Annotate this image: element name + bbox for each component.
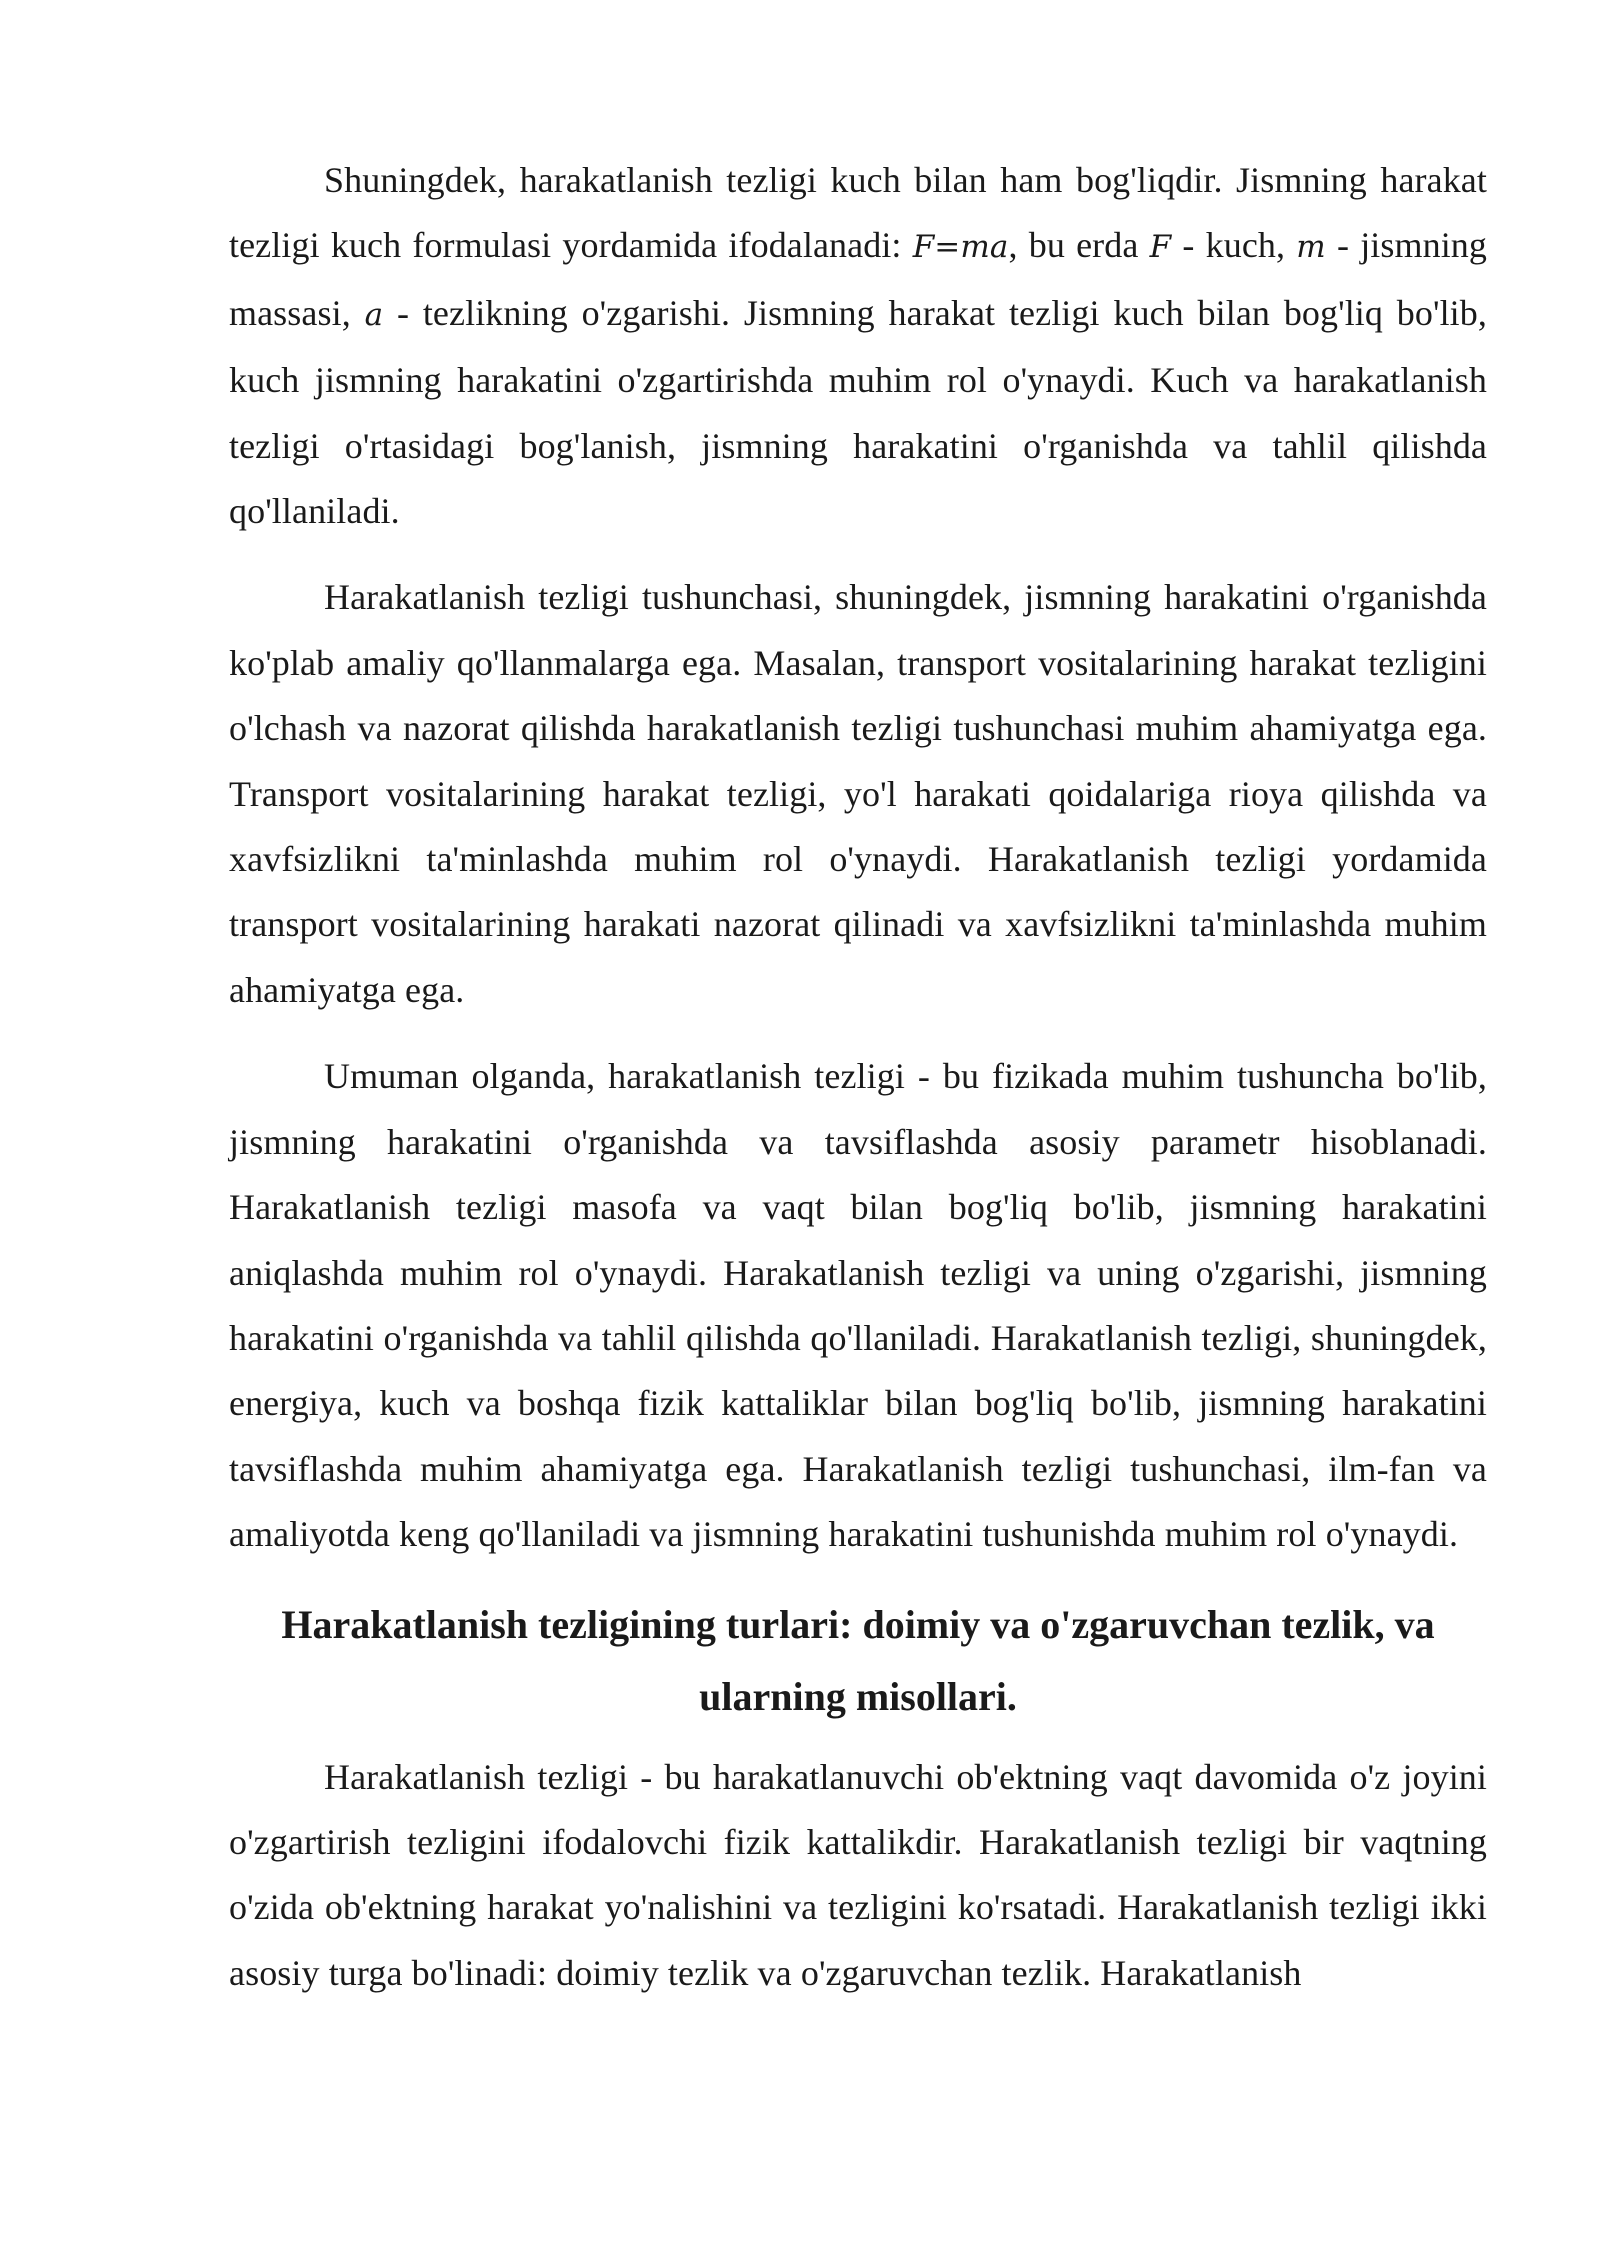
symbol-f: F (1149, 229, 1172, 266)
paragraph-force-relation (229, 148, 1487, 544)
paragraph-text: - jismning massasi, (229, 225, 1488, 333)
paragraph-velocity-types: Harakatlanish tezligi - bu harakatlanuvchi ob'ektning vaqt davomida o'z joyini o'zgartirish tezligini ifodalovchi fizik kattalikdir. Harakatlanish tezligi bir vaqtning o'zida ob'ektning harakat yo'nalishini va tezligini ko'rsatadi. Harakatlanish tezligi ikki asosiy turga bo'linadi: doimiy tezlik va o'zgaruvchan tezlik. Harakatlanish (229, 1756, 1487, 1993)
paragraph-text: , bu erda (1008, 225, 1150, 266)
document-body (229, 148, 1487, 2006)
section-heading: Harakatlanish tezligining turlari: doimiy va o'zgaruvchan tezlik, va ularning misollari. (281, 1601, 1435, 1719)
formula-f-ma: F=ma (912, 229, 1009, 266)
paragraph-text: - tezlikning o'zgarishi. Jismning harakat tezligi kuch bilan bog'liq bo'lib, kuch jismning harakatini o'zgartirishda muhim rol o'ynaydi. Kuch va harakatlanish tezligi o'rtasidagi bog'lanish, jismning harakatini o'rganishda va tahlil qilishda qo'llaniladi. (229, 292, 1487, 532)
paragraph-summary: Umuman olganda, harakatlanish tezligi - bu fizikada muhim tushuncha bo'lib, jismning harakatini o'rganishda va tavsiflashda asosiy parametr hisoblanadi. Harakatlanish tezligi masofa va vaqt bilan bog'liq bo'lib, jismning harakatini aniqlashda muhim rol o'ynaydi. Harakatlanish tezligi va uning o'zgarishi, jismning harakatini o'rganishda va tahlil qilishda qo'llaniladi. Harakatlanish tezligi, shuningdek, energiya, kuch va boshqa fizik kattaliklar bilan bog'liq bo'lib, jismning harakatini tavsiflashda muhim ahamiyatga ega. Harakatlanish tezligi tushunchasi, ilm-fan va amaliyotda keng qo'llaniladi va jismning harakatini tushunishda muhim rol o'ynaydi. (229, 1056, 1487, 1555)
paragraph-text: Shuningdek, harakatlanish tezligi kuch bilan ham bog'liqdir. Jismning harakat tezligi kuch formulasi yordamida ifodalanadi: (229, 160, 1487, 266)
paragraph-text: - kuch, (1171, 225, 1297, 266)
symbol-m: m (1296, 229, 1326, 266)
paragraph-practical-applications: Harakatlanish tezligi tushunchasi, shuningdek, jismning harakatini o'rganishda ko'plab amaliy qo'llanmalarga ega. Masalan, transport vositalarining harakat tezligini o'lchash va nazorat qilishda harakatlanish tezligi tushunchasi muhim ahamiyatga ega. Transport vositalarining harakat tezligi, yo'l harakati qoidalariga rioya qilishda va xavfsizlikni ta'minlashda muhim rol o'ynaydi. Harakatlanish tezligi yordamida transport vositalarining harakati nazorat qilinadi va xavfsizlikni ta'minlashda muhim ahamiyatga ega. (229, 577, 1487, 1010)
symbol-a: a (364, 296, 384, 333)
